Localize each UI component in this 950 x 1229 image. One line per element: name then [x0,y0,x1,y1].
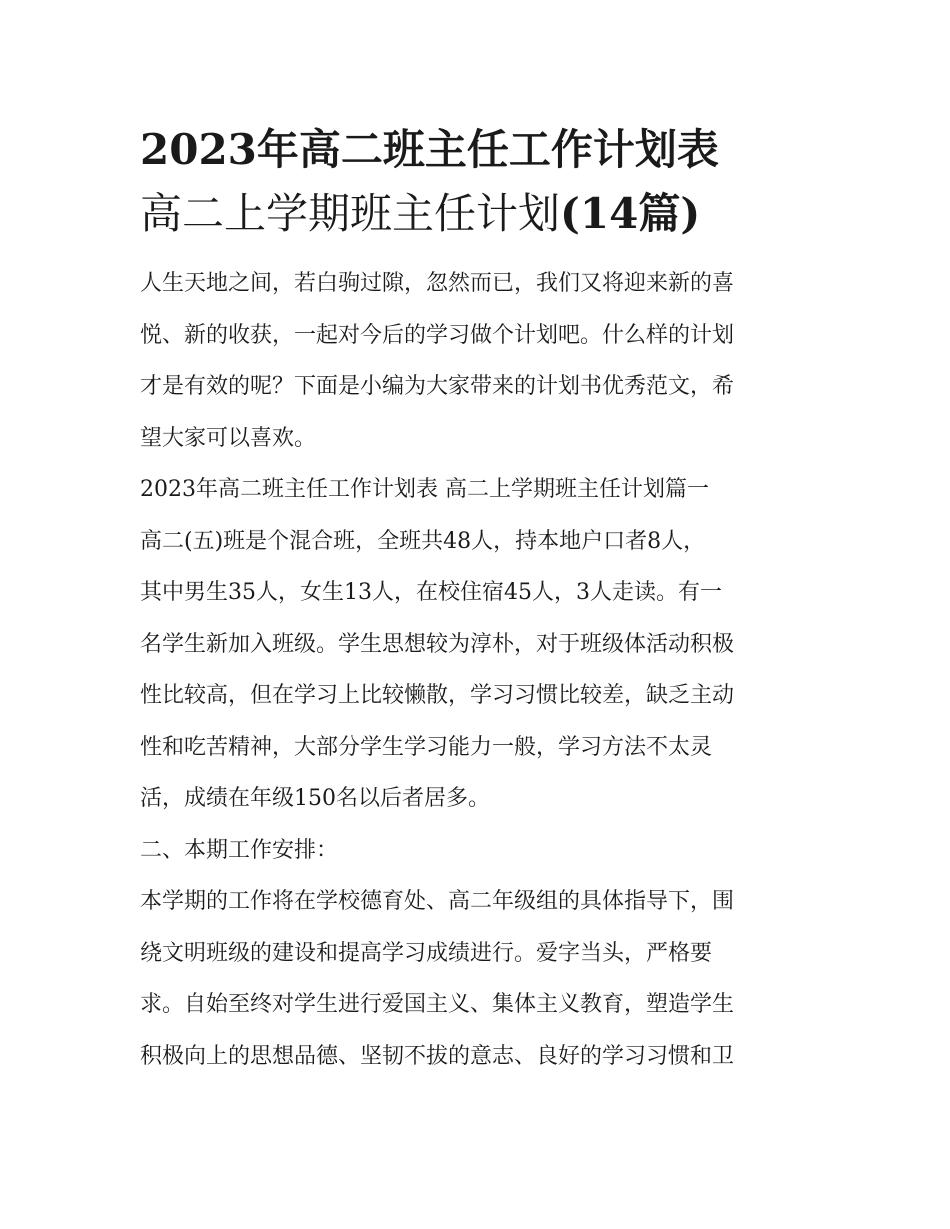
section-heading-1 [140,464,815,516]
paragraph-line: 本学期的工作将在学校德育处、高二年级组的具体指导下，围 [140,889,735,914]
paragraph-work-plan [140,876,815,1082]
paragraph-line: 活，成绩在年级150名以后者居多。 [140,786,490,811]
section-heading-2 [140,825,815,877]
paragraph-line: 名学生新加入班级。学生思想较为淳朴，对于班级体活动积极 [140,631,735,657]
paragraph-line: 人生天地之间，若白驹过隙，忽然而已，我们又将迎来新的喜 [140,271,735,296]
paragraph-line: 二、本期工作安排： [140,837,339,863]
paragraph-line: 积极向上的思想品德、坚韧不拔的意志、良好的学习习惯和卫 [140,1043,735,1069]
document-title [140,118,815,246]
paragraph-line: 高二(五)班是个混合班，全班共48人，持本地户口者8人， [140,528,706,554]
title-line-2 [140,182,815,246]
title-line-1: 2023年高二班主任工作计划表 [140,125,719,174]
title-line-2-count: (14篇) [560,189,701,238]
paragraph-line: 性和吃苦精神，大部分学生学习能力一般，学习方法不太灵 [140,734,713,760]
paragraph-class-status [140,516,815,825]
paragraph-intro [140,258,815,464]
title-line-2-text: 高二上学期班主任计划 [140,189,561,238]
paragraph-line: 才是有效的呢？下面是小编为大家带来的计划书优秀范文，希 [140,374,735,399]
paragraph-line: 悦、新的收获，一起对今后的学习做个计划吧。什么样的计划 [140,322,735,348]
document-content [140,118,815,1082]
paragraph-line: 2023年高二班主任工作计划表 高二上学期班主任计划篇一 [140,477,709,502]
paragraph-line: 性比较高，但在学习上比较懒散，学习习惯比较差，缺乏主动 [140,683,735,708]
paragraph-line: 求。自始至终对学生进行爱国主义、集体主义教育，塑造学生 [140,992,735,1017]
paragraph-line: 望大家可以喜欢。 [140,425,317,451]
paragraph-line: 绕文明班级的建设和提高学习成绩进行。爱字当头，严格要 [140,940,713,966]
title-heading [140,118,815,246]
paragraph-line: 其中男生35人，女生13人，在校住宿45人，3人走读。有一 [140,580,722,605]
